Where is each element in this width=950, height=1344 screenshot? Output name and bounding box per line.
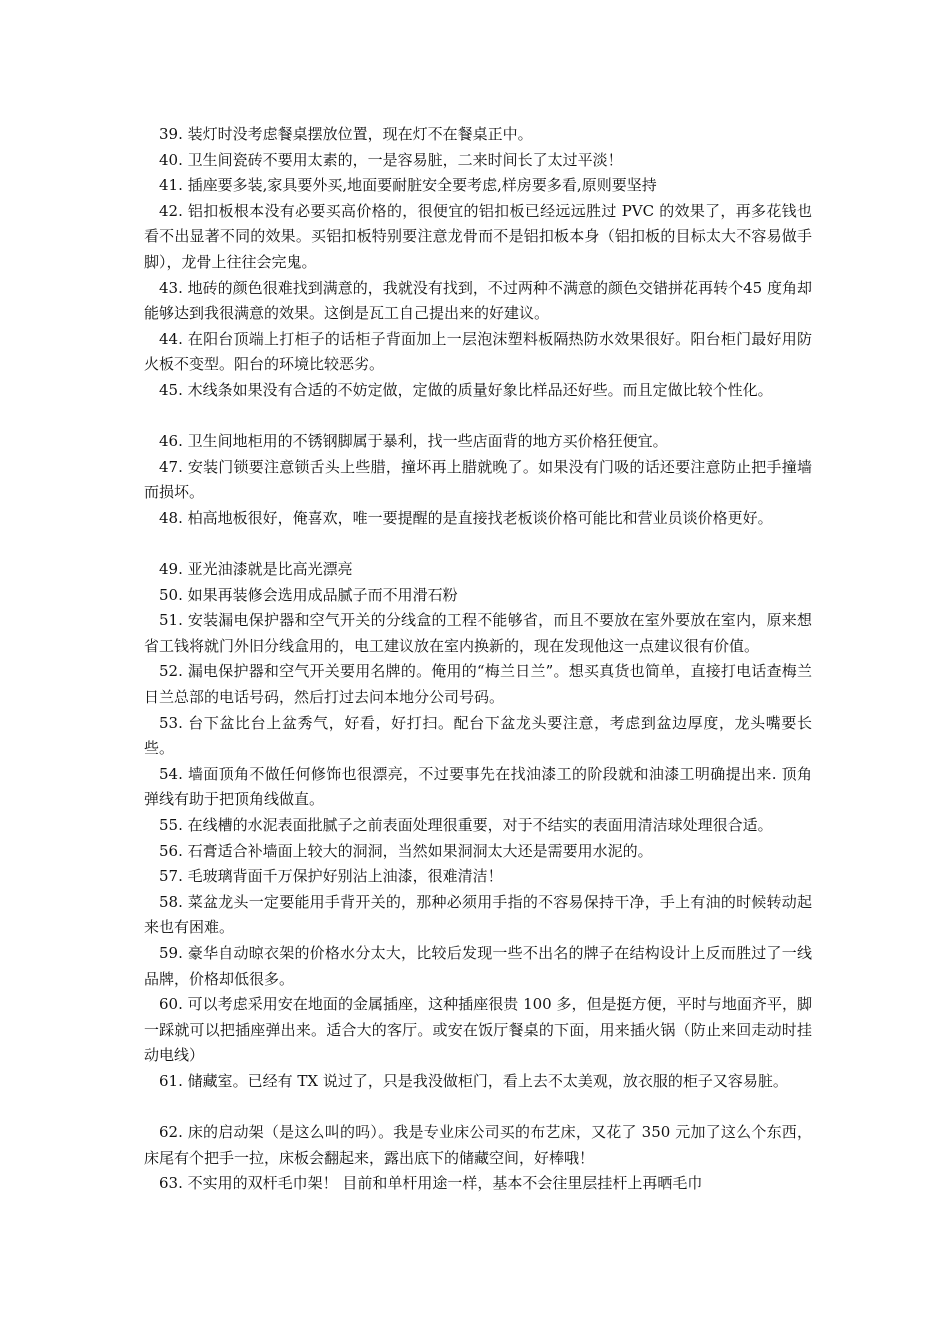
tip-50: 50. 如果再装修会选用成品腻子而不用滑石粉 bbox=[159, 585, 458, 604]
tip-52: 52. 漏电保护器和空气开关要用名牌的。俺用的“梅兰日兰”。想买真货也简单，直接打电话查梅兰日兰总部的电话号码，然后打过去问本地分公司号码。 bbox=[144, 662, 812, 707]
tip-40: 40. 卫生间瓷砖不要用太素的，一是容易脏，二来时间长了太过平淡！ bbox=[159, 150, 623, 169]
tip-53: 53. 台下盆比台上盆秀气，好看，好打扫。配台下盆龙头要注意，考虑到盆边厚度，龙头嘴要长些。 bbox=[144, 713, 812, 758]
tip-41: 41. 插座要多装,家具要外买,地面要耐脏安全要考虑,样房要多看,原则要坚持 bbox=[159, 176, 657, 195]
tip-39: 39. 装灯时没考虑餐桌摆放位置，现在灯不在餐桌正中。 bbox=[159, 125, 533, 143]
tip-47: 47. 安装门锁要注意锁舌头上些腊，撞坏再上腊就晚了。如果没有门吸的话还要注意防止把手撞墙而损坏。 bbox=[144, 457, 812, 502]
tip-54: 54. 墙面顶角不做任何修饰也很漂亮，不过要事先在找油漆工的阶段就和油漆工明确提出来. 顶角弹线有助于把顶角线做直。 bbox=[144, 764, 812, 809]
tip-46: 46. 卫生间地柜用的不锈钢脚属于暴利，找一些店面背的地方买价格狂便宜。 bbox=[159, 432, 668, 451]
tip-55: 55. 在线槽的水泥表面批腻子之前表面处理很重要，对于不结实的表面用清洁球处理很合适。 bbox=[159, 816, 773, 835]
tip-48: 48. 柏高地板很好，俺喜欢，唯一要提醒的是直接找老板谈价格可能比和营业员谈价格更好。 bbox=[159, 508, 773, 527]
tip-59: 59. 豪华自动晾衣架的价格水分太大，比较后发现一些不出名的牌子在结构设计上反而胜过了一线品牌，价格却低很多。 bbox=[144, 944, 812, 988]
tip-56: 56. 石膏适合补墙面上较大的洞洞，当然如果洞洞太大还是需要用水泥的。 bbox=[159, 841, 653, 860]
tip-61: 61. 储藏室。已经有 TX 说过了，只是我没做柜门，看上去不太美观，放衣服的柜子又容易脏。 bbox=[159, 1071, 788, 1090]
document-page bbox=[144, 122, 812, 1197]
tip-62: 62. 床的启动架（是这么叫的吗）。我是专业床公司买的布艺床，又花了 350 元加了这么个东西，床尾有个把手一拉，床板会翻起来，露出底下的储藏空间，好棒哦！ bbox=[144, 1123, 812, 1167]
tip-45: 45. 木线条如果没有合适的不妨定做，定做的质量好象比样品还好些。而且定做比较个性化。 bbox=[159, 380, 773, 399]
tip-42: 42. 铝扣板根本没有必要买高价格的，很便宜的铝扣板已经远远胜过 PVC 的效果了，再多花钱也看不出显著不同的效果。买铝扣板特别要注意龙骨而不是铝扣板本身（铝扣板的目标太大不容易做手脚），龙骨上往往会完鬼。 bbox=[144, 201, 812, 271]
tip-49: 49. 亚光油漆就是比高光漂亮 bbox=[159, 560, 353, 579]
tip-60: 60. 可以考虑采用安在地面的金属插座，这种插座很贵 100 多，但是挺方便，平时与地面齐平，脚一踩就可以把插座弹出来。适合大的客厅。或安在饭厅餐桌的下面，用来插火锅（防止来回走动时挂动电线） bbox=[144, 995, 812, 1065]
tip-43: 43. 地砖的颜色很难找到满意的，我就没有找到，不过两种不满意的颜色交错拼花再转个45 度角却能够达到我很满意的效果。这倒是瓦工自己提出来的好建议。 bbox=[144, 278, 812, 323]
tip-58: 58. 菜盆龙头一定要能用手背开关的，那种必须用手指的不容易保持干净，手上有油的时候转动起来也有困难。 bbox=[144, 892, 812, 937]
tip-63: 63. 不实用的双杆毛巾架！ 目前和单杆用途一样，基本不会往里层挂杆上再晒毛巾 bbox=[159, 1174, 703, 1193]
tip-44: 44. 在阳台顶端上打柜子的话柜子背面加上一层泡沫塑料板隔热防水效果很好。阳台柜门最好用防火板不变型。阳台的环境比较恶劣。 bbox=[144, 329, 812, 374]
tip-51: 51. 安装漏电保护器和空气开关的分线盒的工程不能够省，而且不要放在室外要放在室内，原来想省工钱将就门外旧分线盒用的，电工建议放在室内换新的，现在发现他这一点建议很有价值。 bbox=[144, 611, 812, 655]
tip-57: 57. 毛玻璃背面千万保护好别沾上油漆，很难清洁！ bbox=[159, 867, 503, 886]
